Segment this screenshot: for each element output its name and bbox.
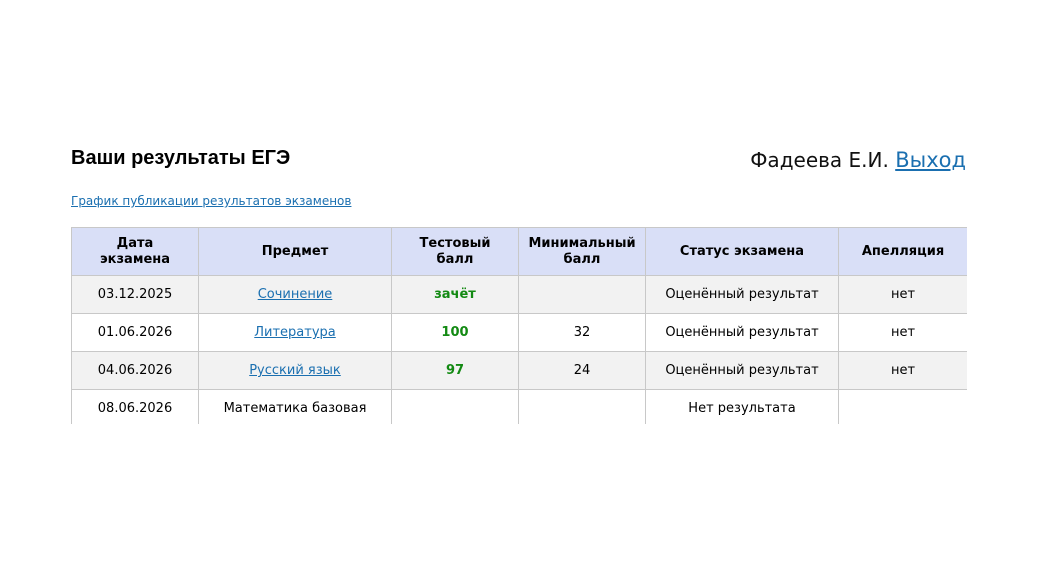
exam-date-cell: 04.06.2026 [72, 352, 199, 390]
column-header-min-score: Минимальный балл [519, 228, 646, 276]
subject-cell [199, 314, 392, 352]
status-cell: Оценённый результат [646, 352, 839, 390]
min-score-cell [519, 390, 646, 425]
table-row [72, 390, 968, 425]
subject-link[interactable]: Русский язык [249, 363, 341, 378]
test-score-cell: зачёт [392, 276, 519, 314]
column-header-status: Статус экзамена [646, 228, 839, 276]
test-score-cell: 97 [392, 352, 519, 390]
table-row [72, 276, 968, 314]
status-cell: Нет результата [646, 390, 839, 425]
schedule-link[interactable]: График публикации результатов экзаменов [71, 194, 352, 208]
appeal-cell: нет [839, 352, 968, 390]
column-header-subject: Предмет [199, 228, 392, 276]
results-table-container [71, 227, 967, 424]
column-header-date: Дата экзамена [72, 228, 199, 276]
test-score-cell [392, 390, 519, 425]
min-score-cell [519, 276, 646, 314]
status-cell: Оценённый результат [646, 276, 839, 314]
subject-cell [199, 352, 392, 390]
appeal-cell: нет [839, 276, 968, 314]
logout-link[interactable]: Выход [895, 148, 966, 172]
exam-date-cell: 03.12.2025 [72, 276, 199, 314]
page-title: Ваши результаты ЕГЭ [71, 147, 291, 169]
table-header-row [72, 228, 968, 276]
min-score-cell: 24 [519, 352, 646, 390]
table-row [72, 352, 968, 390]
subject-cell [199, 276, 392, 314]
appeal-cell [839, 390, 968, 425]
exam-date-cell: 08.06.2026 [72, 390, 199, 425]
table-row [72, 314, 968, 352]
results-table [71, 227, 967, 424]
subject-cell: Математика базовая [199, 390, 392, 425]
column-header-appeal: Апелляция [839, 228, 968, 276]
exam-date-cell: 01.06.2026 [72, 314, 199, 352]
test-score-cell: 100 [392, 314, 519, 352]
subject-link[interactable]: Литература [254, 325, 336, 340]
user-name: Фадеева Е.И. [750, 148, 889, 172]
min-score-cell: 32 [519, 314, 646, 352]
subject-link[interactable]: Сочинение [257, 287, 333, 302]
user-box [750, 147, 966, 173]
status-cell: Оценённый результат [646, 314, 839, 352]
column-header-test-score: Тестовый балл [392, 228, 519, 276]
appeal-cell: нет [839, 314, 968, 352]
